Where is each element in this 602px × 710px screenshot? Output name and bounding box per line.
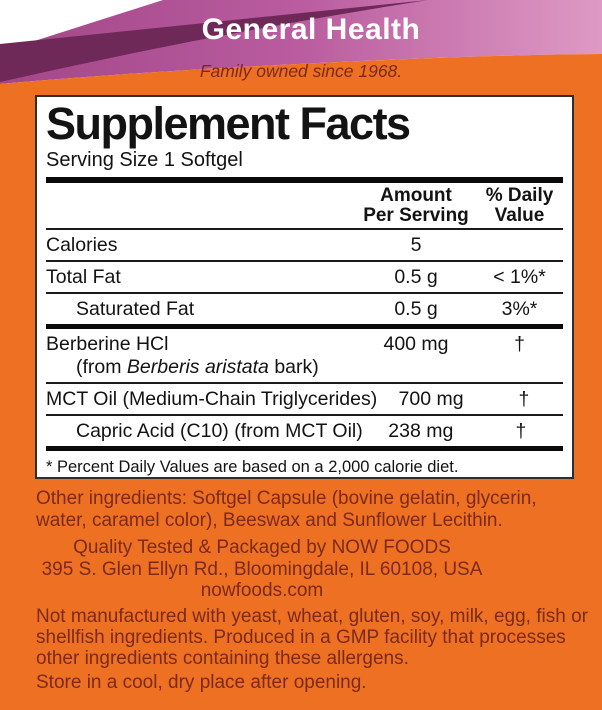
table-header-row <box>46 183 563 228</box>
footnote-daily-values: * Percent Daily Values are based on a 2,000 calorie diet. <box>46 457 459 476</box>
company-info-block <box>32 537 492 602</box>
table-row-mct-oil: MCT Oil (Medium-Chain Triglycerides) 700 mg † <box>46 387 530 410</box>
serving-size: Serving Size 1 Softgel <box>46 149 243 172</box>
supplement-facts-title: Supplement Facts <box>46 98 410 149</box>
table-row-total-fat: Total Fat 0.5 g < 1%* <box>46 265 546 288</box>
table-row-capric-acid: Capric Acid (C10) (from MCT Oil) 238 mg † <box>76 419 527 442</box>
company-address-line: 395 S. Glen Ellyn Rd., Bloomingdale, IL 60108, USA <box>41 558 483 580</box>
column-header-daily-value: % Daily Value <box>485 185 554 226</box>
category-banner-title: General Health <box>201 13 421 46</box>
table-row-calories: Calories 5 <box>46 233 422 256</box>
footnotes <box>46 451 563 479</box>
table-row-berberine: Berberine HCl (from Berberis aristata bark) 400 mg † <box>46 332 525 378</box>
allergen-notice-text: Not manufactured with yeast, wheat, gluten, soy, milk, egg, fish or shellfish ingredients. Produced in a GMP facility that processes other ingredients containing these allergens. <box>36 606 588 669</box>
column-header-amount: Amount Per Serving <box>363 185 469 226</box>
company-website: nowfoods.com <box>200 580 324 601</box>
ingredient-source-note: (from Berberis aristata bark) <box>76 355 319 378</box>
supplement-facts-panel <box>35 95 574 479</box>
company-quality-line: Quality Tested & Packaged by NOW FOODS <box>73 537 451 558</box>
other-ingredients-text: Other ingredients: Softgel Capsule (bovine gelatin, glycerin, water, caramel color), Beeswax and Sunflower Lecithin. <box>36 488 537 531</box>
table-row-saturated-fat: Saturated Fat 0.5 g 3%* <box>76 297 538 320</box>
storage-instructions-text: Store in a cool, dry place after opening. <box>36 672 367 693</box>
footnote-dv-not-established <box>46 478 563 479</box>
family-owned-tagline: Family owned since 1968. <box>199 61 403 81</box>
